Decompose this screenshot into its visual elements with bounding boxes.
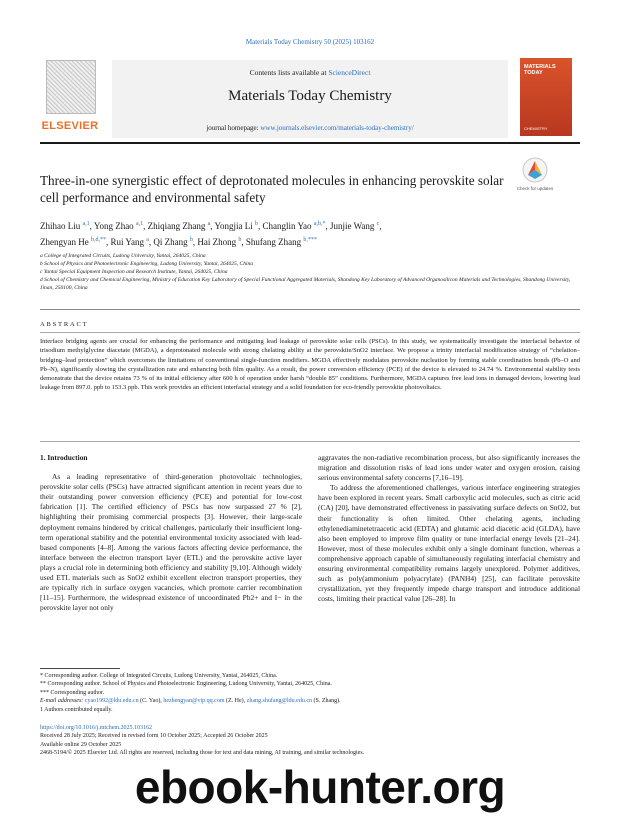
homepage-line xyxy=(112,124,508,132)
affiliation: b School of Physics and Photoelectronic Engineering, Ludong University, Yantai, 264025, China xyxy=(40,261,254,267)
doi-link[interactable]: https://doi.org/10.1016/j.mtchem.2025.103162 xyxy=(40,725,153,731)
footnotes xyxy=(40,672,580,714)
homepage-link[interactable]: www.journals.elsevier.com/materials-today-chemistry/ xyxy=(260,124,414,132)
journal-citation[interactable]: Materials Today Chemistry 50 (2025) 103162 xyxy=(245,38,375,46)
footnote: *** Corresponding author. xyxy=(40,689,105,696)
affiliations xyxy=(40,252,580,292)
elsevier-tree-icon xyxy=(46,60,96,114)
homepage-prefix: journal homepage: xyxy=(206,124,261,132)
divider xyxy=(40,441,580,442)
affiliation: c Yantai Special Equipment Inspection and Research Institute, Yantai, 264025, China xyxy=(40,269,228,275)
contents-prefix: Contents lists available at xyxy=(249,68,329,77)
author[interactable]: Yongjia Li $^b$, xyxy=(214,221,263,231)
elsevier-logo xyxy=(40,58,100,136)
available-date: Available online 29 October 2025 xyxy=(40,741,122,748)
affiliation: d School of Chemistry and Chemical Engineering, Ministry of Education Key Laboratory of Special Functional Aggregated Materials, Shandong Key Laboratory of Advanced Organosilicon Materials and Technologies, Shandong University, Jinan, 250100, China xyxy=(40,277,571,291)
contents-line xyxy=(112,68,508,77)
abstract-text: Interface bridging agents are crucial for enhancing the performance and mitigating lead leakage of perovskite solar cells (PSCs). In this study, we systematically investigate the interfacial behavior of trisodium methylglycine diacetate (MGDA), a deprotonated molecule with strong chelating ability at the perovskite/SnO2 interface. We propose a trinity interfacial modification strategy of “chelation–bridging–lead protection” which overcomes the limitations of conventional single-function modifiers. MGDA effectively modulates perovskite nucleation by forming stable coordination bonds (Pb–O and Pb–N), significantly slowing the crystallization rate and enhancing both film quality. As a result, the power conversion efficiency (PCE) of the device is elevated to 24.74 %. Environmental stability tests demonstrate that the device retains 73 % of its initial efficiency after 600 h of operation under harsh “double 85” conditions. Furthermore, MGDA captures free lead ions in damaged devices, lowering lead leakage from 897.0. ppb to 153.3 ppb. This work provides an efficient interfacial strategy and a solid foundation for eco-friendly perovskite photovoltaics. xyxy=(40,338,580,392)
watermark: ebook-hunter.org xyxy=(134,761,506,813)
author[interactable]: Rui Yang $^a$, xyxy=(110,237,154,247)
header-rule xyxy=(40,142,580,144)
paragraph: To address the aforementioned challenges, various interface engineering strategies have been explored in recent years. Small carboxylic acid molecules, such as citric acid (CA) [20], have demonstrated effectiveness in passivating surface defects on SnO2, but their functionality is often limited. Other chelating agents, including ethylenediaminetetraacetic acid (EDTA) and glutamic acid diacetic acid (GLDA), have also been employed to improve film quality or tune interfacial energy levels [21–24]. However, most of these molecules exhibit only a single dominant function, whereas a comprehensive approach capable of simultaneously regulating interfacial chemistry and ensuring environmental compatibility remains largely unexplored. Polymer additives, such as poly(ammonium polyacrylate) (PANH4) [25], can facilitate perovskite crystallization, yet they frequently impede charge transport and introduce additional costs, limiting their practical value [26–28]. In xyxy=(318,483,580,604)
author[interactable]: Qi Zhang $^b$, xyxy=(153,237,198,247)
author[interactable]: Hai Zhong $^b$, xyxy=(197,237,246,247)
footnote: * Corresponding author. College of Integrated Circuits, Ludong University, Yantai, 264025, China. xyxy=(40,673,278,679)
email-link[interactable]: zhang.shufang@ldu.edu.cn xyxy=(246,698,313,705)
sciencedirect-link[interactable]: ScienceDirect xyxy=(328,68,371,77)
article-title: Three-in-one synergistic effect of deprotonated molecules in enhancing perovskite solar cell performance and environmental safety xyxy=(40,173,504,205)
author[interactable]: Zhengyan He $^{b,d,**}$, xyxy=(40,237,111,247)
author[interactable]: Zhihao Liu $^{a,1}$, xyxy=(40,221,94,231)
author[interactable]: Zhiqiang Zhang $^a$, xyxy=(147,221,215,231)
publication-meta xyxy=(40,724,580,757)
author[interactable]: Junjie Wang $^c$, xyxy=(329,221,382,231)
email-link[interactable]: hezhengyan@vip.qq.com xyxy=(163,698,225,705)
affiliation: a College of Integrated Circuits, Ludong University, Yantai, 264025, China xyxy=(40,253,206,259)
section-heading: 1. Introduction xyxy=(40,453,88,462)
author[interactable]: Yong Zhao $^{a,1}$, xyxy=(93,221,148,231)
divider xyxy=(40,332,580,333)
crossmark-label[interactable]: Check for updates xyxy=(516,186,554,191)
paragraph: aggravates the non-radiative recombination process, but also significantly increases the migration and dissolution risks of lead ions under water and oxygen erosion, raising serious environmental safety concerns [7,16–19]. xyxy=(318,453,580,483)
author[interactable]: Shufang Zhang $^{b,***}$ xyxy=(245,237,317,247)
abstract-heading: ABSTRACT xyxy=(40,321,89,328)
footnote: ** Corresponding author. School of Physics and Photoelectronic Engineering, Ludong University, Yantai, 264025, China. xyxy=(40,681,332,688)
divider xyxy=(40,309,580,310)
email-link[interactable]: cyao1992@ldu.edu.cn xyxy=(84,698,139,705)
paragraph: As a leading representative of third-generation photovoltaic technologies, perovskite solar cells (PSCs) have attracted significant attention in recent years due to their outstanding power conversion efficiency (PCE) and potential for low-cost fabrication [1]. The certified efficiency of PSCs has now surpassed 27 % [2], highlighting their promising commercial prospects [3]. However, their large-scale deployment remains hindered by critical challenges, particularly their insufficient long-term operational stability and the potential environmental toxicity associated with lead-based components [4–8]. Among the various factors affecting device performance, the interface between the electron transport layer (ETL) and the perovskite active layer plays a crucial role in determining both efficiency and stability [9,10]. Although widely used ETL materials such as SnO2 exhibit excellent electron transport properties, they are typically rich in surface oxygen vacancies, which promote carrier recombination [11–15]. Furthermore, the widespread existence of uncoordinated Pb2+ and I− in the perovskite layer not only xyxy=(40,472,302,613)
author[interactable]: Changlin Yao $^{a,b,*}$, xyxy=(262,221,330,231)
author-list xyxy=(40,217,580,249)
footnote-rule xyxy=(40,668,120,669)
body-column-right xyxy=(318,453,580,604)
elsevier-wordmark: ELSEVIER xyxy=(41,120,99,132)
email-footnote: E-mail addresses: cyao1992@ldu.edu.cn (C. Yao), hezhengyan@vip.qq.com (Z. He), zhang.shufang@ldu.edu.cn (S. Zhang). xyxy=(40,698,341,705)
cover-bottom-label: CHEMISTRY xyxy=(524,126,548,131)
crossmark-icon[interactable] xyxy=(522,157,548,183)
footnote: 1 Authors contributed equally. xyxy=(40,706,113,713)
cover-title: MATERIALS TODAY xyxy=(524,64,556,76)
body-column-left xyxy=(40,453,302,613)
journal-cover-image xyxy=(520,58,572,136)
received-dates: Received 28 July 2025; Received in revised form 10 October 2025; Accepted 26 October 2025 xyxy=(40,733,268,740)
journal-name: Materials Today Chemistry xyxy=(228,88,392,104)
copyright: 2468-5194/© 2025 Elsevier Ltd. All rights are reserved, including those for text and data mining, AI training, and similar technologies. xyxy=(40,749,365,756)
